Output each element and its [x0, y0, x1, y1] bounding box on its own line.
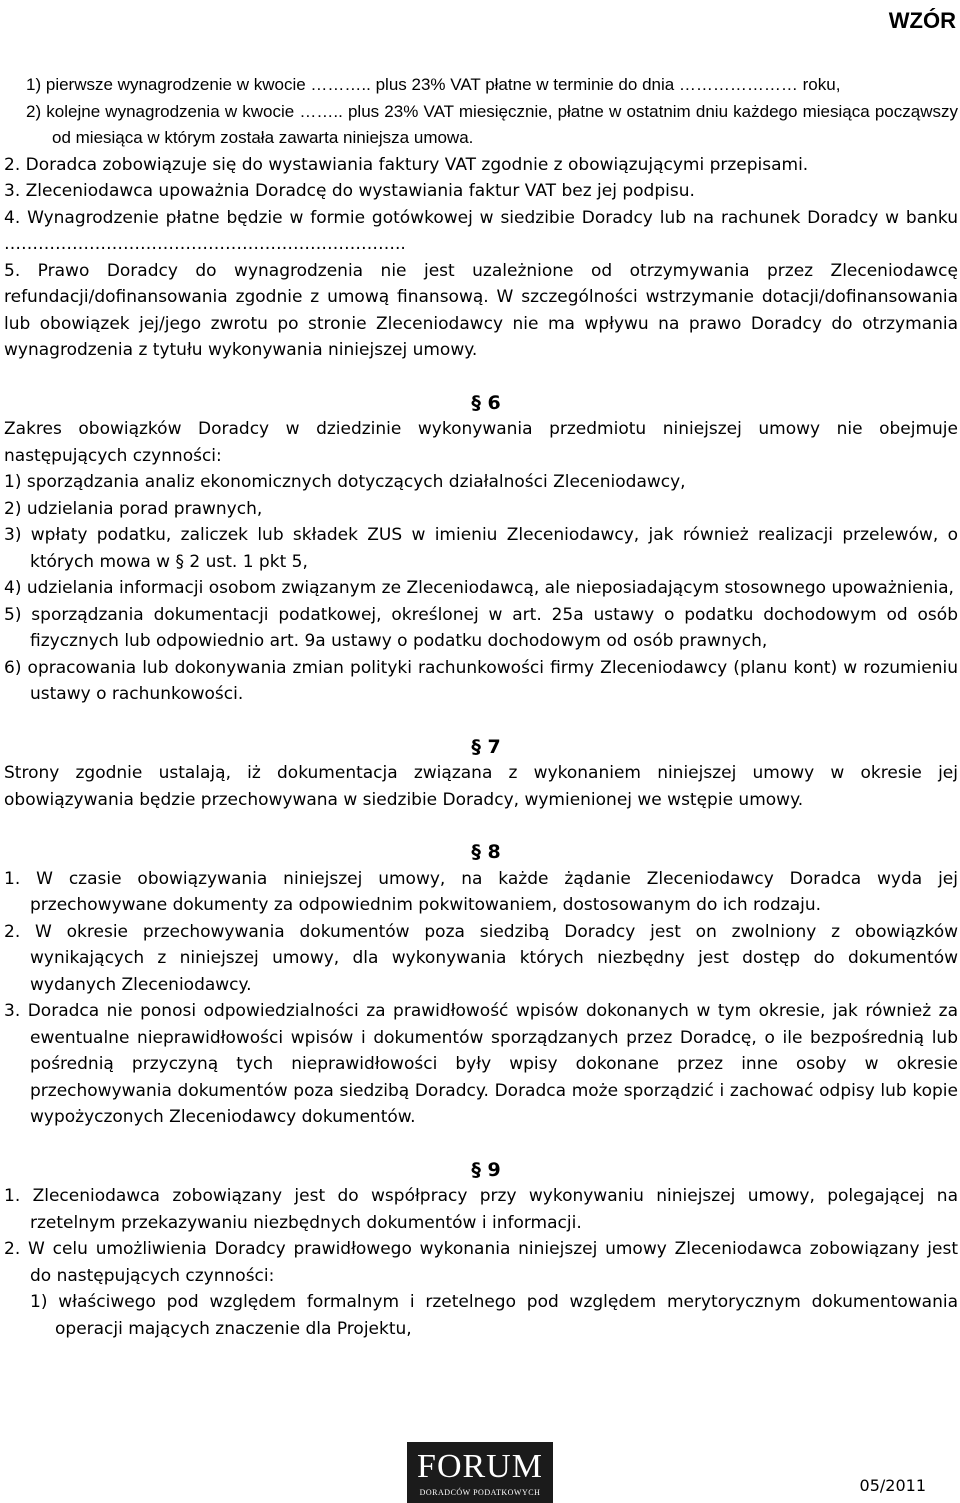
list-item: 3. Doradca nie ponosi odpowiedzialności za prawidłowość wpisów dokonanych w tym okresie, jak również za ewentualne nieprawidłowości wpisów i dokumentów sporządzanych przez Doradcę, o ile bezpośrednią lub pośrednią przyczyną tych nieprawidłowości były wpisy dokonane przez inne osoby w okresie przechowywania dokumentów poza siedzibą Doradcy. Doradca może sporządzić i zachować odpisy lub kopie wypożyczonych Zleceniodawcy dokumentów. — [4, 1001, 958, 1127]
document-body — [4, 72, 958, 1342]
list-item: 2. W okresie przechowywania dokumentów poza siedzibą Doradcy jest on zwolniony z obowiązków wynikających z niniejszej umowy, dla wykonywania których niezbędny jest dostęp do dokumentów wydanych Zleceniodawcy. — [4, 921, 958, 995]
paragraph: 4. Wynagrodzenie płatne będzie w formie gotówkowej w siedzibie Doradcy lub na rachunek Doradcy w banku …………………………………………………………….. — [4, 207, 958, 254]
list-item: 6) opracowania lub dokonywania zmian polityki rachunkowości firmy Zleceniodawcy (planu kont) w rozumieniu ustawy o rachunkowości. — [4, 657, 959, 704]
list-item: 2) kolejne wynagrodzenia w kwocie …….. plus 23% VAT miesięcznie, płatne w ostatnim dniu każdego miesiąca począwszy od miesiąca w którym została zawarta niniejsza umowa. — [26, 101, 958, 147]
payment-list — [4, 72, 958, 152]
list-item: 4) udzielania informacji osobom związanym ze Zleceniodawcą, ale nieposiadającym stosownego upoważnienia, — [4, 578, 954, 598]
paragraph: 3. Zleceniodawca upoważnia Doradcę do wystawiania faktur VAT bez jej podpisu. — [4, 181, 695, 201]
section-heading: § 9 — [471, 1158, 501, 1181]
paragraph: 5. Prawo Doradcy do wynagrodzenia nie jest uzależnione od otrzymywania przez Zleceniodawcę refundacji/dofinansowania zgodnie z umową finansową. W szczególności wstrzymanie dotacji/dofinansowania lub obowiązek jej/jego zwrotu po stronie Zleceniodawcy nie ma wpływu na prawo Doradcy do otrzymania wynagrodzenia z tytułu wykonywania niniejszej umowy. — [4, 260, 958, 360]
list-item: 2) udzielania porad prawnych, — [4, 498, 263, 519]
list-item: 1) sporządzania analiz ekonomicznych dotyczących działalności Zleceniodawcy, — [4, 472, 686, 492]
footer-date: 05/2011 — [859, 1476, 926, 1495]
paragraph: Zakres obowiązków Doradcy w dziedzinie wykonywania przedmiotu niniejszej umowy nie obejmuje następujących czynności: — [4, 419, 958, 466]
list-item: 1. Zleceniodawca zobowiązany jest do współpracy przy wykonywaniu niniejszej umowy, polegającej na rzetelnym przekazywaniu niezbędnych dokumentów i informacji. — [4, 1186, 958, 1233]
list-item: 1) właściwego pod względem formalnym i rzetelnego pod względem merytorycznym dokumentowania operacji mających znaczenie dla Projektu, — [30, 1292, 958, 1339]
section-heading: § 6 — [471, 391, 501, 414]
paragraph: 2. Doradca zobowiązuje się do wystawiania faktury VAT zgodnie z obowiązującymi przepisami. — [4, 154, 809, 175]
list-item: 1. W czasie obowiązywania niniejszej umowy, na każde żądanie Zleceniodawcy Doradca wyda jej przechowywane dokumenty za odpowiednim pokwitowaniem, dostosowanym do ich rodzaju. — [4, 868, 958, 915]
list-item: 1) pierwsze wynagrodzenie w kwocie ……….. plus 23% VAT płatne w terminie do dnia ………………… roku, — [26, 75, 841, 94]
document-tag: WZÓR — [888, 8, 956, 33]
paragraph: Strony zgodnie ustalają, iż dokumentacja związana z wykonaniem niniejszej umowy w okresie jej obowiązywania będzie przechowywana w siedzibie Doradcy, wymienionej we wstępie umowy. — [4, 763, 958, 810]
forum-logo: FORUM DORADCÓW PODATKOWYCH — [407, 1442, 553, 1503]
section-heading: § 7 — [471, 735, 501, 758]
list-item: 5) sporządzania dokumentacji podatkowej, określonej w art. 25a ustawy o podatku dochodowym od osób fizycznych lub odpowiednio art. 9a ustawy o podatku dochodowym od osób prawnych, — [4, 604, 958, 651]
list-item: 2. W celu umożliwienia Doradcy prawidłowego wykonania niniejszej umowy Zleceniodawca zobowiązany jest do następujących czynności: — [4, 1239, 958, 1286]
list-item: 3) wpłaty podatku, zaliczek lub składek ZUS w imieniu Zleceniodawcy, jak również realizacji przelewów, o których mowa w § 2 ust. 1 pkt 5, — [4, 525, 959, 572]
section-heading: § 8 — [471, 841, 501, 863]
